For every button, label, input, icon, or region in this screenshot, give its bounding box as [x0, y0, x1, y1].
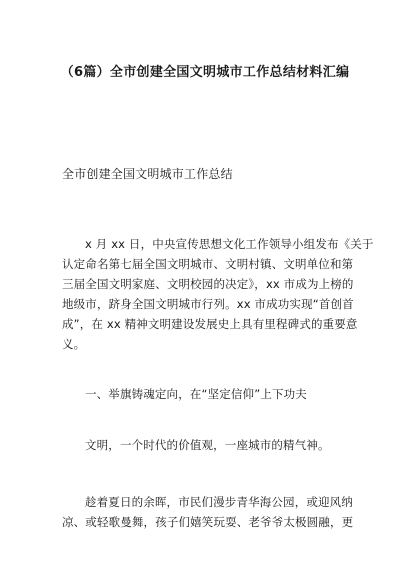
- paragraph-3-line-1: 趁着夏日的余晖，市民们漫步青华海公园，或迎风纳: [85, 495, 353, 509]
- document-title: （6篇）全市创建全国文明城市工作总结材料汇编: [60, 65, 350, 80]
- paragraph-1-line-3: 三届全国文明家庭、文明校园的决定》，xx 市成为上榜的: [62, 277, 354, 291]
- paragraph-1-line-1: x 月 xx 日，中央宣传思想文化工作领导小组发布《关于: [85, 237, 374, 251]
- paragraph-1-line-4: 地级市，跻身全国文明城市行列。xx 市成功实现“首创首: [62, 297, 354, 311]
- section-heading: 全市创建全国文明城市工作总结: [62, 167, 233, 181]
- paragraph-2: 文明，一个时代的价值观，一座城市的精气神。: [85, 438, 330, 452]
- paragraph-1-line-6: 义。: [62, 337, 86, 351]
- paragraph-1-line-5: 成”，在 xx 精神文明建设发展史上具有里程碑式的重要意: [62, 317, 358, 331]
- paragraph-3-line-2: 凉、或轻歌曼舞，孩子们嬉笑玩耍、老爷爷太极圆融，更: [62, 515, 354, 529]
- paragraph-1-line-2: 认定命名第七届全国文明城市、文明村镇、文明单位和第: [62, 257, 354, 271]
- heading-1: 一、举旗铸魂定向，在“坚定信仰”上下功夫: [85, 387, 307, 401]
